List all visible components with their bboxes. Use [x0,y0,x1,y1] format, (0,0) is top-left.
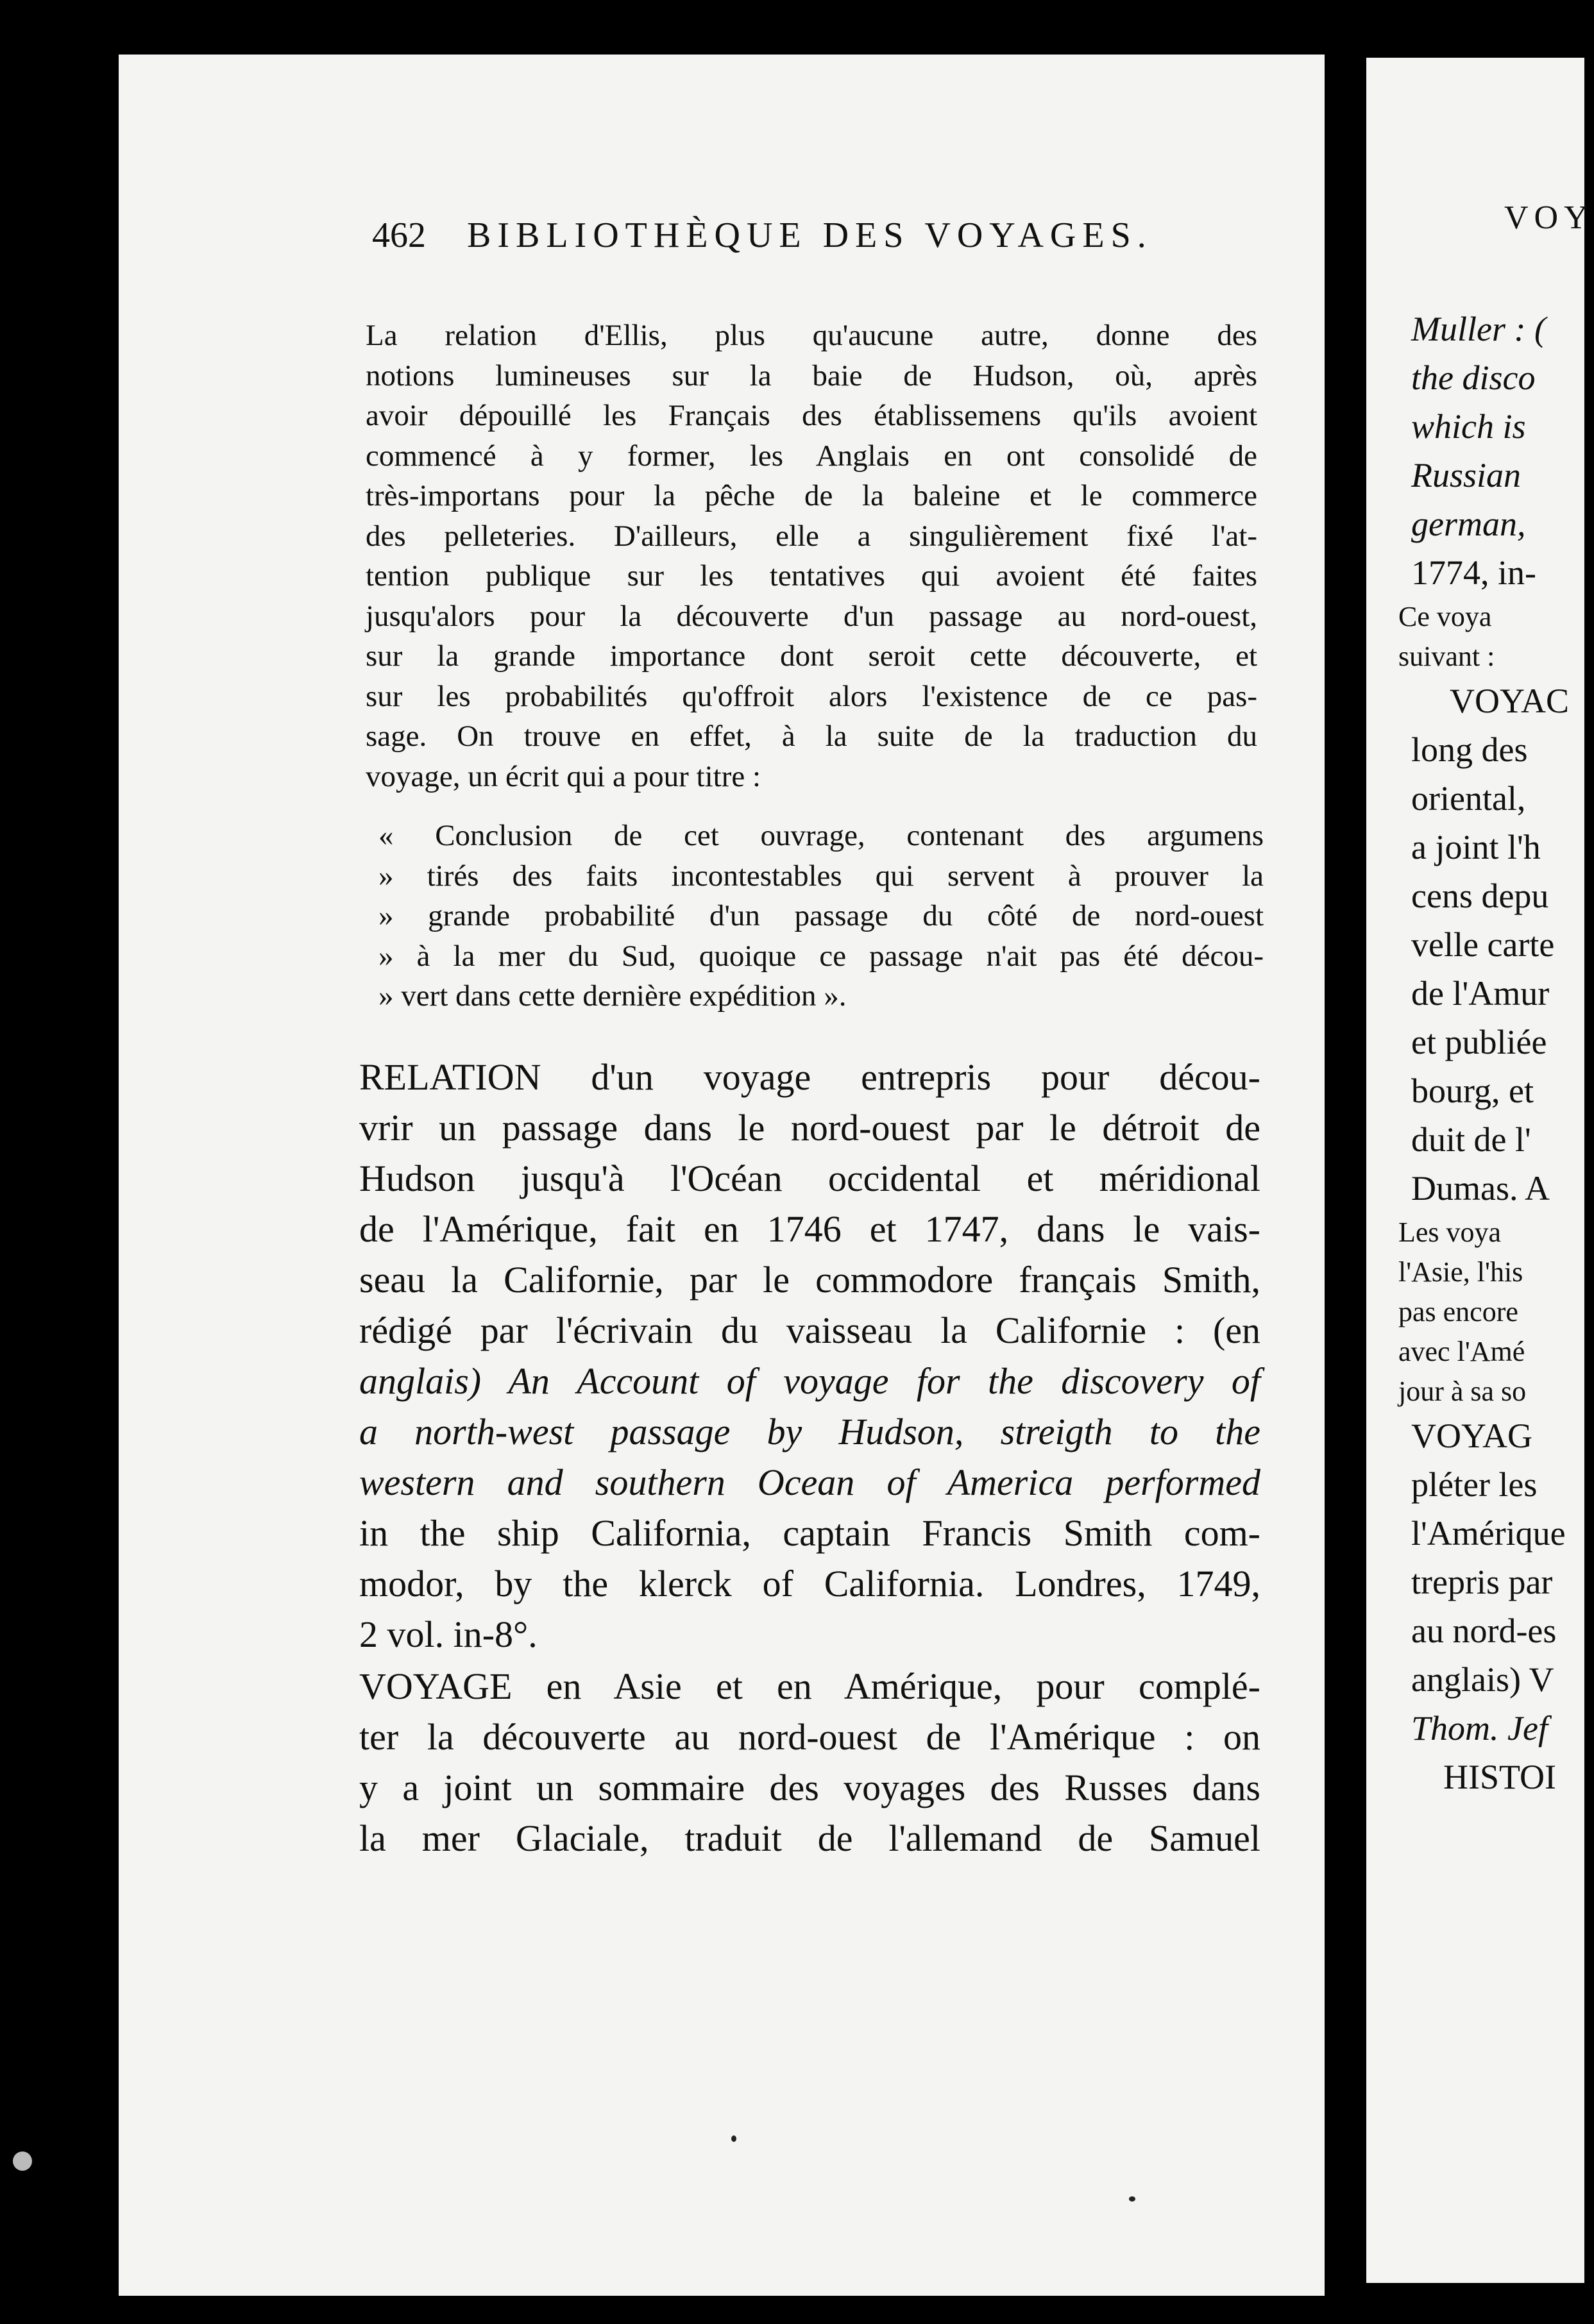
right-line: anglais) V [1411,1660,1554,1699]
right-line: avec l'Amé [1398,1336,1525,1367]
quote-line: » tirés des faits incontestables qui servent à prouver la [378,859,1264,893]
page-number: 462 [372,215,426,255]
text-line: très-importans pour la pêche de la baleine et le commerce [366,479,1257,512]
text-line: sur les probabilités qu'offroit alors l'existence de ce pas- [366,679,1257,713]
right-line: Dumas. A [1411,1169,1550,1208]
right-line: velle carte [1411,925,1555,964]
right-line: HISTOI [1443,1758,1557,1796]
right-line: pléter les [1411,1465,1538,1504]
entry-line: 2 vol. in-8°. [359,1613,538,1655]
right-line: l'Amérique [1411,1514,1566,1553]
right-line: 1774, in- [1411,553,1536,592]
text-line: des pelleteries. D'ailleurs, elle a singulièrement fixé l'at- [366,519,1257,553]
right-line: pas encore [1398,1296,1518,1327]
right-line: the disco [1411,358,1536,397]
entry-line: rédigé par l'écrivain du vaisseau la Californie : (en [359,1309,1260,1351]
right-line: au nord-es [1411,1612,1557,1650]
right-line: long des [1411,730,1528,769]
text-line: avoir dépouillé les Français des établissemens qu'ils avoient [366,399,1257,432]
right-line: cens depu [1411,877,1549,915]
entry-line: in the ship California, captain Francis Smith com- [359,1512,1260,1554]
right-line: duit de l' [1411,1120,1531,1159]
right-page-text [1366,305,1578,1801]
quote-line: » vert dans cette dernière expédition ». [378,979,847,1013]
entry-line: seau la Californie, par le commodore français Smith, [359,1259,1260,1301]
right-line: VOYAG [1411,1417,1532,1455]
running-head-title: BIBLIOTHÈQUE DES VOYAGES. [467,215,1153,255]
entry-line: vrir un passage dans le nord-ouest par le détroit de [359,1107,1260,1149]
ink-speck [731,2135,736,2142]
entry-voyage-asie [359,1661,1260,1864]
entry-relation-smith [359,1052,1260,1660]
quote-line: » à la mer du Sud, quoique ce passage n'ait pas été décou- [378,939,1264,973]
entry-line: y a joint un sommaire des voyages des Russes dans [359,1767,1260,1808]
entry-line: VOYAGE en Asie et en Amérique, pour complé- [359,1665,1260,1707]
text-line: jusqu'alors pour la découverte d'un passage au nord-ouest, [366,599,1257,633]
right-line: l'Asie, l'his [1398,1256,1523,1288]
right-line: trepris par [1411,1563,1553,1601]
right-line: de l'Amur [1411,974,1550,1013]
right-line: VOYAC [1450,682,1570,720]
text-line: La relation d'Ellis, plus qu'aucune autre, donne des [366,319,1257,352]
entry-line: anglais) An Account of voyage for the discovery of [359,1360,1260,1402]
right-line: bourg, et [1411,1072,1534,1110]
right-line: Muller : ( [1411,310,1546,348]
entry-line: ter la découverte au nord-ouest de l'Amérique : on [359,1716,1260,1758]
entry-line: modor, by the klerck of California. Londres, 1749, [359,1563,1260,1604]
text-line: tention publique sur les tentatives qui avoient été faites [366,559,1257,593]
entry-line: a north-west passage by Hudson, streigth to the [359,1411,1260,1453]
right-line: Thom. Jef [1411,1709,1548,1747]
right-line: a joint l'h [1411,828,1541,866]
right-line: german, [1411,505,1526,543]
paragraph-ellis [366,316,1257,796]
entry-line: la mer Glaciale, traduit de l'allemand de Samuel [359,1817,1260,1859]
right-line: oriental, [1411,779,1526,818]
text-line: voyage, un écrit qui a pour titre : [366,759,761,793]
entry-line: Hudson jusqu'à l'Océan occidental et méridional [359,1158,1260,1199]
right-line: suivant : [1398,641,1495,672]
quote-line: « Conclusion de cet ouvrage, contenant des argumens [378,819,1264,852]
right-line: Ce voya [1398,601,1492,632]
scan-artifact [13,2151,32,2171]
right-line: Les voya [1398,1217,1502,1248]
text-line: sur la grande importance dont seroit cette découverte, et [366,639,1257,673]
text-line: commencé à y former, les Anglais en ont consolidé de [366,439,1257,473]
right-line: which is [1411,407,1526,446]
quote-conclusion [378,816,1264,1016]
right-line: Russian [1411,456,1522,494]
quote-line: » grande probabilité d'un passage du côté de nord-ouest [378,899,1264,932]
entry-line: de l'Amérique, fait en 1746 et 1747, dans le vais- [359,1208,1260,1250]
running-header [372,215,1153,256]
text-line: notions lumineuses sur la baie de Hudson, où, après [366,358,1257,392]
right-running-head: VOY [1504,199,1594,236]
right-line: jour à sa so [1398,1376,1527,1407]
right-line: et publiée [1411,1023,1547,1061]
ink-speck [1129,2196,1135,2202]
entry-line: western and southern Ocean of America performed [359,1461,1260,1503]
text-line: sage. On trouve en effet, à la suite de la traduction du [366,720,1257,753]
entry-line: RELATION d'un voyage entrepris pour décou- [359,1056,1260,1098]
